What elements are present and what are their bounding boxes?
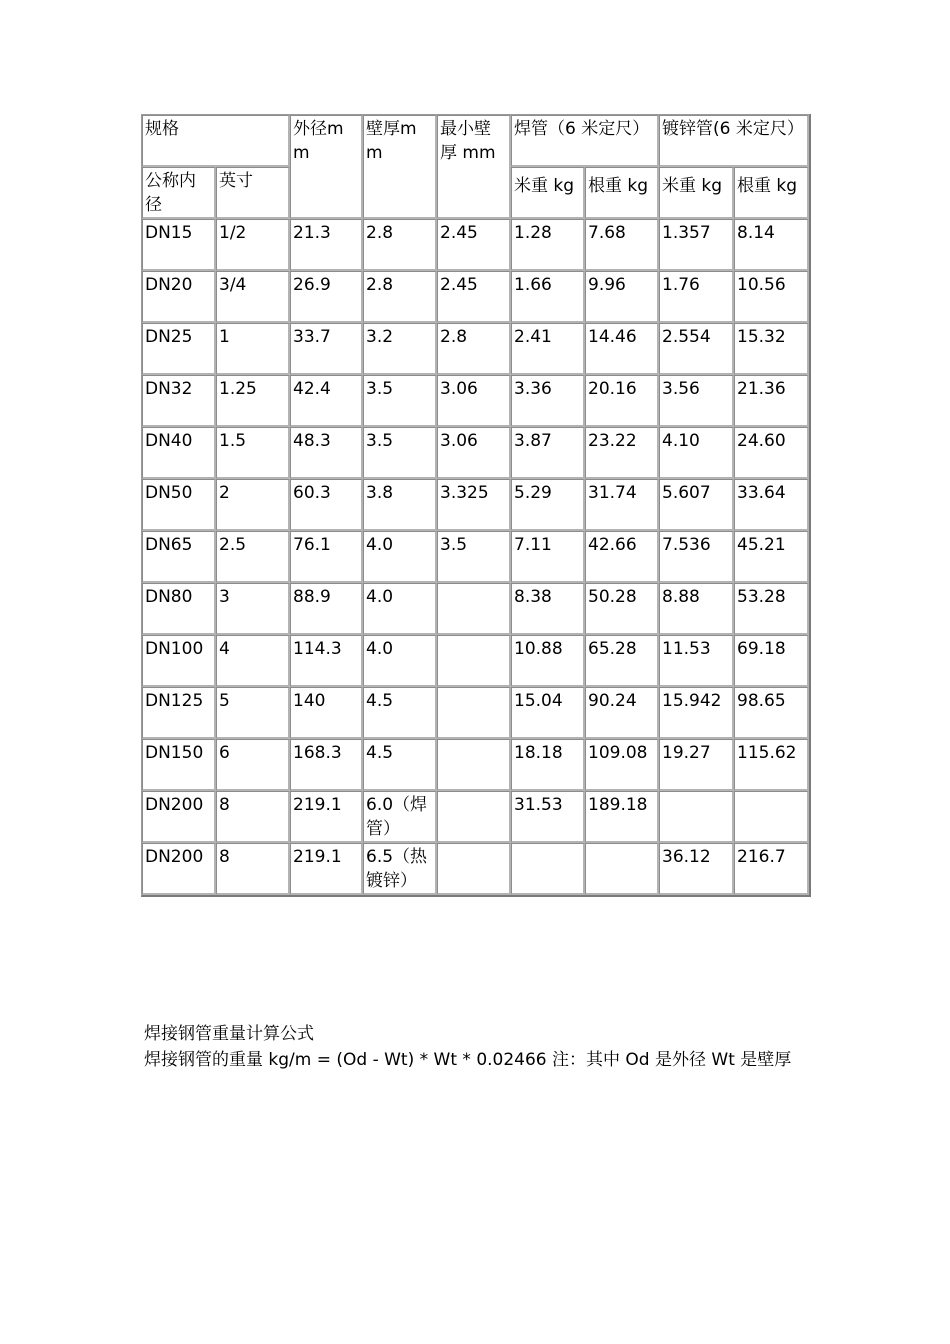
formula-title: 焊接钢管重量计算公式 [144, 1024, 314, 1044]
cell-dn: DN200 [142, 843, 216, 895]
header-galv-group: 镀锌管(6 米定尺） [659, 115, 809, 167]
cell-od: 26.9 [290, 271, 363, 323]
cell-wall: 3.2 [363, 323, 437, 375]
cell-inch: 8 [216, 791, 290, 843]
cell-galv-piece: 45.21 [734, 531, 809, 583]
cell-od: 60.3 [290, 479, 363, 531]
cell-welded-piece: 7.68 [585, 219, 659, 271]
table-row [142, 323, 809, 375]
cell-min-wall [437, 843, 511, 895]
table-row [142, 427, 809, 479]
cell-galv-meter: 8.88 [659, 583, 734, 635]
cell-min-wall: 3.06 [437, 427, 511, 479]
pipe-spec-table [141, 114, 811, 897]
cell-welded-piece [585, 843, 659, 895]
cell-wall: 4.5 [363, 687, 437, 739]
cell-welded-piece: 189.18 [585, 791, 659, 843]
cell-inch: 2 [216, 479, 290, 531]
cell-welded-piece: 65.28 [585, 635, 659, 687]
cell-galv-piece: 10.56 [734, 271, 809, 323]
cell-min-wall: 3.5 [437, 531, 511, 583]
header-inch: 英寸 [216, 167, 290, 219]
cell-inch: 4 [216, 635, 290, 687]
cell-welded-piece: 42.66 [585, 531, 659, 583]
cell-inch: 6 [216, 739, 290, 791]
table-row [142, 583, 809, 635]
cell-od: 76.1 [290, 531, 363, 583]
cell-welded-meter: 1.66 [511, 271, 585, 323]
cell-inch: 3 [216, 583, 290, 635]
cell-welded-meter: 3.36 [511, 375, 585, 427]
cell-inch: 3/4 [216, 271, 290, 323]
header-spec: 规格 [142, 115, 290, 167]
cell-od: 114.3 [290, 635, 363, 687]
cell-dn: DN32 [142, 375, 216, 427]
cell-inch: 8 [216, 843, 290, 895]
cell-wall: 3.5 [363, 375, 437, 427]
cell-galv-piece: 216.7 [734, 843, 809, 895]
cell-welded-meter: 3.87 [511, 427, 585, 479]
cell-galv-piece [734, 791, 809, 843]
cell-wall: 6.5（热镀锌） [363, 843, 437, 895]
cell-od: 33.7 [290, 323, 363, 375]
cell-od: 219.1 [290, 791, 363, 843]
cell-welded-piece: 14.46 [585, 323, 659, 375]
cell-welded-meter: 31.53 [511, 791, 585, 843]
header-welded-group: 焊管（6 米定尺） [511, 115, 659, 167]
cell-welded-piece: 109.08 [585, 739, 659, 791]
cell-galv-meter: 11.53 [659, 635, 734, 687]
cell-galv-meter: 5.607 [659, 479, 734, 531]
cell-galv-meter: 19.27 [659, 739, 734, 791]
cell-wall: 4.5 [363, 739, 437, 791]
table-row [142, 531, 809, 583]
cell-welded-piece: 50.28 [585, 583, 659, 635]
cell-galv-meter: 7.536 [659, 531, 734, 583]
cell-galv-piece: 115.62 [734, 739, 809, 791]
cell-inch: 1.5 [216, 427, 290, 479]
cell-welded-piece: 9.96 [585, 271, 659, 323]
cell-od: 42.4 [290, 375, 363, 427]
cell-galv-piece: 15.32 [734, 323, 809, 375]
cell-od: 21.3 [290, 219, 363, 271]
cell-od: 88.9 [290, 583, 363, 635]
cell-dn: DN80 [142, 583, 216, 635]
cell-min-wall [437, 687, 511, 739]
formula-text: 焊接钢管的重量 kg/m = (Od - Wt) * Wt * 0.02466 注：其中 Od 是外径 Wt 是壁厚 [144, 1050, 792, 1070]
cell-galv-meter: 1.357 [659, 219, 734, 271]
cell-inch: 1 [216, 323, 290, 375]
header-galv-piece: 根重 kg [734, 167, 809, 219]
cell-welded-meter: 15.04 [511, 687, 585, 739]
cell-inch: 2.5 [216, 531, 290, 583]
cell-galv-piece: 21.36 [734, 375, 809, 427]
cell-welded-piece: 23.22 [585, 427, 659, 479]
cell-welded-meter: 2.41 [511, 323, 585, 375]
cell-inch: 1/2 [216, 219, 290, 271]
header-galv-meter: 米重 kg [659, 167, 734, 219]
cell-wall: 6.0（焊管） [363, 791, 437, 843]
cell-min-wall: 3.06 [437, 375, 511, 427]
cell-wall: 4.0 [363, 583, 437, 635]
formula-notes [144, 1021, 810, 1073]
cell-welded-meter [511, 843, 585, 895]
cell-od: 168.3 [290, 739, 363, 791]
cell-min-wall: 3.325 [437, 479, 511, 531]
table-row [142, 271, 809, 323]
cell-galv-piece: 33.64 [734, 479, 809, 531]
header-wall: 壁厚mm [363, 115, 437, 219]
cell-wall: 2.8 [363, 271, 437, 323]
cell-dn: DN100 [142, 635, 216, 687]
cell-welded-meter: 1.28 [511, 219, 585, 271]
cell-min-wall: 2.45 [437, 219, 511, 271]
cell-welded-meter: 7.11 [511, 531, 585, 583]
cell-galv-meter: 2.554 [659, 323, 734, 375]
cell-welded-piece: 90.24 [585, 687, 659, 739]
cell-min-wall [437, 791, 511, 843]
cell-od: 48.3 [290, 427, 363, 479]
cell-min-wall: 2.8 [437, 323, 511, 375]
cell-dn: DN65 [142, 531, 216, 583]
cell-od: 140 [290, 687, 363, 739]
header-welded-piece: 根重 kg [585, 167, 659, 219]
cell-dn: DN15 [142, 219, 216, 271]
table-row [142, 687, 809, 739]
cell-welded-meter: 5.29 [511, 479, 585, 531]
cell-dn: DN125 [142, 687, 216, 739]
cell-galv-piece: 24.60 [734, 427, 809, 479]
cell-welded-piece: 20.16 [585, 375, 659, 427]
cell-dn: DN25 [142, 323, 216, 375]
cell-wall: 3.8 [363, 479, 437, 531]
cell-od: 219.1 [290, 843, 363, 895]
cell-wall: 4.0 [363, 635, 437, 687]
table-row [142, 219, 809, 271]
cell-inch: 5 [216, 687, 290, 739]
cell-dn: DN150 [142, 739, 216, 791]
cell-galv-piece: 53.28 [734, 583, 809, 635]
cell-min-wall: 2.45 [437, 271, 511, 323]
header-nominal: 公称内径 [142, 167, 216, 219]
cell-galv-piece: 98.65 [734, 687, 809, 739]
cell-galv-piece: 8.14 [734, 219, 809, 271]
header-welded-meter: 米重 kg [511, 167, 585, 219]
cell-min-wall [437, 739, 511, 791]
table-row [142, 843, 809, 895]
cell-min-wall [437, 635, 511, 687]
cell-min-wall [437, 583, 511, 635]
cell-wall: 3.5 [363, 427, 437, 479]
cell-inch: 1.25 [216, 375, 290, 427]
cell-wall: 4.0 [363, 531, 437, 583]
table-row [142, 479, 809, 531]
cell-welded-meter: 18.18 [511, 739, 585, 791]
cell-galv-meter [659, 791, 734, 843]
cell-dn: DN40 [142, 427, 216, 479]
header-min-wall: 最小壁厚 mm [437, 115, 511, 219]
cell-galv-meter: 1.76 [659, 271, 734, 323]
cell-welded-meter: 8.38 [511, 583, 585, 635]
header-row-1 [142, 115, 809, 167]
cell-galv-piece: 69.18 [734, 635, 809, 687]
cell-welded-meter: 10.88 [511, 635, 585, 687]
cell-wall: 2.8 [363, 219, 437, 271]
table-row [142, 635, 809, 687]
header-od: 外径mm [290, 115, 363, 219]
table-row [142, 739, 809, 791]
cell-welded-piece: 31.74 [585, 479, 659, 531]
cell-galv-meter: 36.12 [659, 843, 734, 895]
table-row [142, 791, 809, 843]
cell-galv-meter: 3.56 [659, 375, 734, 427]
table-row [142, 375, 809, 427]
cell-dn: DN50 [142, 479, 216, 531]
cell-dn: DN20 [142, 271, 216, 323]
cell-dn: DN200 [142, 791, 216, 843]
cell-galv-meter: 4.10 [659, 427, 734, 479]
cell-galv-meter: 15.942 [659, 687, 734, 739]
